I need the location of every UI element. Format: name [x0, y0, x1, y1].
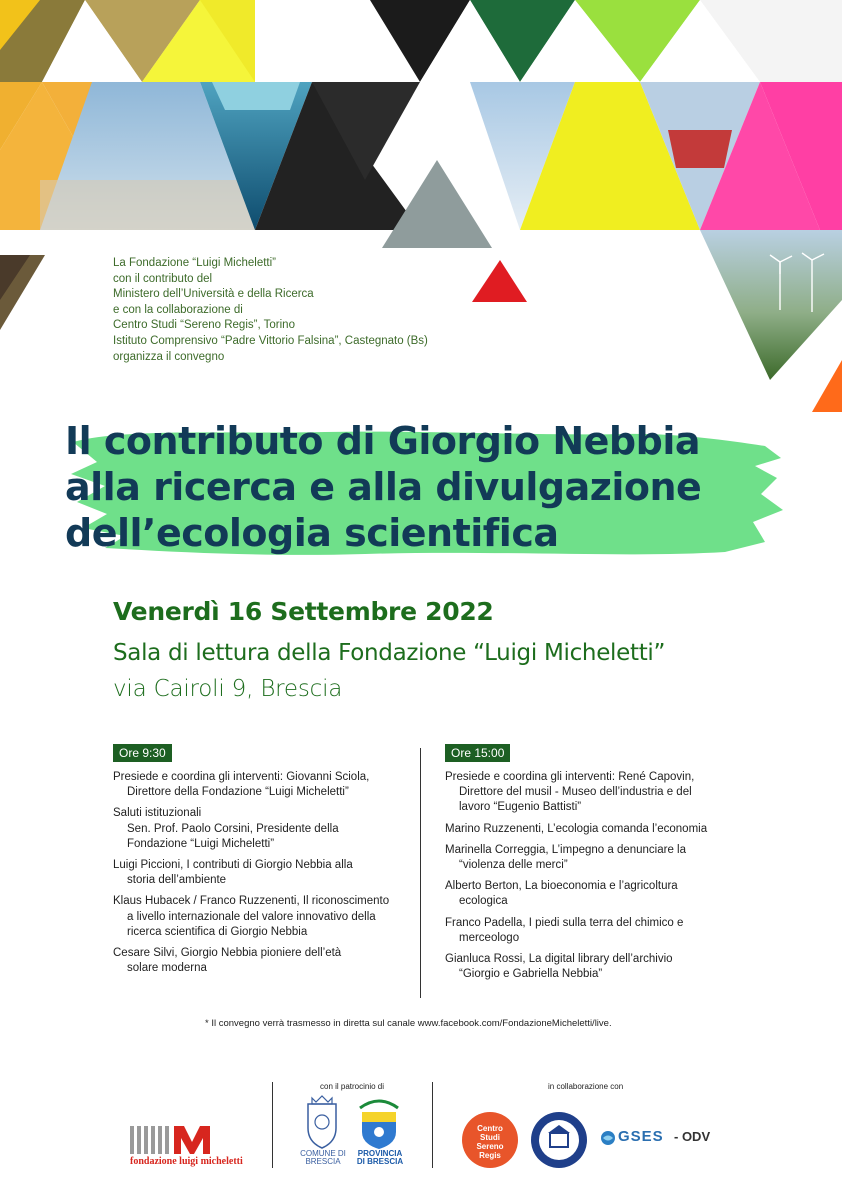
province-crest-icon [356, 1094, 402, 1150]
city-crest-icon [300, 1094, 344, 1150]
program-line: Fondazione “Luigi Micheletti” [127, 837, 275, 850]
program-item [445, 770, 707, 816]
sereno-regis-logo [462, 1112, 518, 1168]
program-line: Marino Ruzzenenti, L’ecologia comanda l’economia [445, 822, 708, 835]
afternoon-program [445, 770, 707, 988]
program-line: “violenza delle merci” [459, 859, 568, 872]
provincia-brescia-logo [356, 1094, 406, 1168]
program-line: Presiede e coordina gli interventi: Giovanni Sciola, [113, 771, 370, 783]
program-item [445, 916, 707, 946]
micheletti-logo [130, 1124, 245, 1168]
program-line: Sen. Prof. Paolo Corsini, Presidente della [127, 822, 339, 835]
program-line: merceologo [459, 931, 520, 944]
morning-time-badge: Ore 9:30 [113, 744, 172, 762]
event-title [65, 418, 701, 556]
collaboration-label: in collaborazione con [548, 1082, 624, 1091]
program-item [113, 858, 389, 888]
provincia-name: PROVINCIA DI BRESCIA [356, 1149, 404, 1166]
program-line: Gianluca Rossi, La digital library dell’archivio [445, 953, 673, 966]
program-line: solare moderna [127, 962, 207, 975]
intro-line: Istituto Comprensivo “Padre Vittorio Falsina”, Castegnato (Bs) [113, 334, 428, 347]
program-item [113, 946, 389, 976]
school-seal-logo [530, 1111, 588, 1169]
event-address: via Cairoli 9, Brescia [113, 676, 343, 702]
streaming-note: * Il convegno verrà trasmesso in diretta sul canale www.facebook.com/FondazioneMicheletti/live. [205, 1018, 612, 1029]
intro-line: e con la collaborazione di [113, 303, 243, 316]
footer-divider-right [432, 1082, 433, 1168]
program-divider [420, 748, 421, 998]
comune-brescia-logo [300, 1094, 350, 1168]
intro-line: Ministero dell’Università e della Ricerca [113, 288, 314, 301]
program-line: Alberto Berton, La bioeconomia e l’agricoltura [445, 880, 678, 893]
program-line: lavoro “Eugenio Battisti” [459, 801, 582, 814]
photo-triangle-wind [700, 230, 842, 380]
morning-program [113, 770, 389, 982]
red-triangle [472, 260, 527, 302]
program-item [113, 806, 389, 852]
micheletti-name: fondazione luigi micheletti [130, 1156, 243, 1167]
gses-name: GSES [618, 1128, 664, 1145]
program-line: Klaus Hubacek / Franco Ruzzenenti, Il riconoscimento [113, 895, 390, 908]
event-venue: Sala di lettura della Fondazione “Luigi Micheletti” [113, 640, 666, 666]
gses-logo [600, 1128, 710, 1152]
event-date: Venerdì 16 Settembre 2022 [113, 597, 494, 626]
title-line: dell’ecologia scientifica [65, 511, 559, 555]
organizers-intro [113, 256, 428, 365]
program-item [445, 879, 707, 909]
program-line: Franco Padella, I piedi sulla terra del chimico e [445, 916, 684, 929]
program-line: ecologica [459, 895, 508, 908]
globe-icon [600, 1130, 616, 1146]
program-item [113, 894, 389, 940]
micheletti-mark-icon [130, 1124, 245, 1156]
intro-line: Centro Studi “Sereno Regis”, Torino [113, 319, 295, 332]
program-line: Luigi Piccioni, I contributi di Giorgio Nebbia alla [113, 859, 353, 872]
title-line: alla ricerca e alla divulgazione [65, 465, 702, 509]
program-item [445, 952, 707, 982]
school-seal-icon [530, 1111, 588, 1169]
program-line: a livello internazionale del valore innovativo della [127, 910, 376, 923]
odv-label: - ODV [674, 1129, 711, 1144]
title-line: Il contributo di Giorgio Nebbia [65, 419, 700, 463]
program-line: storia dell’ambiente [127, 874, 227, 887]
program-item [445, 822, 707, 837]
program-line: Presiede e coordina gli interventi: René Capovin, [445, 771, 695, 783]
program-line: ricerca scientifica di Giorgio Nebbia [127, 925, 308, 938]
program-item [113, 770, 389, 800]
program-line: Direttore del musil - Museo dell’industria e del [459, 786, 692, 799]
intro-line: con il contributo del [113, 272, 213, 285]
program-line: Direttore della Fondazione “Luigi Micheletti” [127, 786, 349, 799]
sereno-regis-name: Centro Studi Sereno Regis [476, 1124, 504, 1160]
program-line: “Giorgio e Gabriella Nebbia” [459, 968, 603, 981]
program-line: Saluti istituzionali [113, 807, 202, 820]
program-line: Cesare Silvi, Giorgio Nebbia pioniere dell’età [113, 947, 342, 960]
comune-name: COMUNE DI BRESCIA [300, 1149, 346, 1166]
afternoon-time-badge: Ore 15:00 [445, 744, 510, 762]
program-item [445, 843, 707, 873]
intro-line: organizza il convegno [113, 350, 225, 363]
program-line: Marinella Correggia, L’impegno a denunciare la [445, 843, 687, 856]
patronage-label: con il patrocinio di [320, 1082, 385, 1091]
footer-divider-left [272, 1082, 273, 1168]
intro-line: La Fondazione “Luigi Micheletti” [113, 257, 277, 269]
